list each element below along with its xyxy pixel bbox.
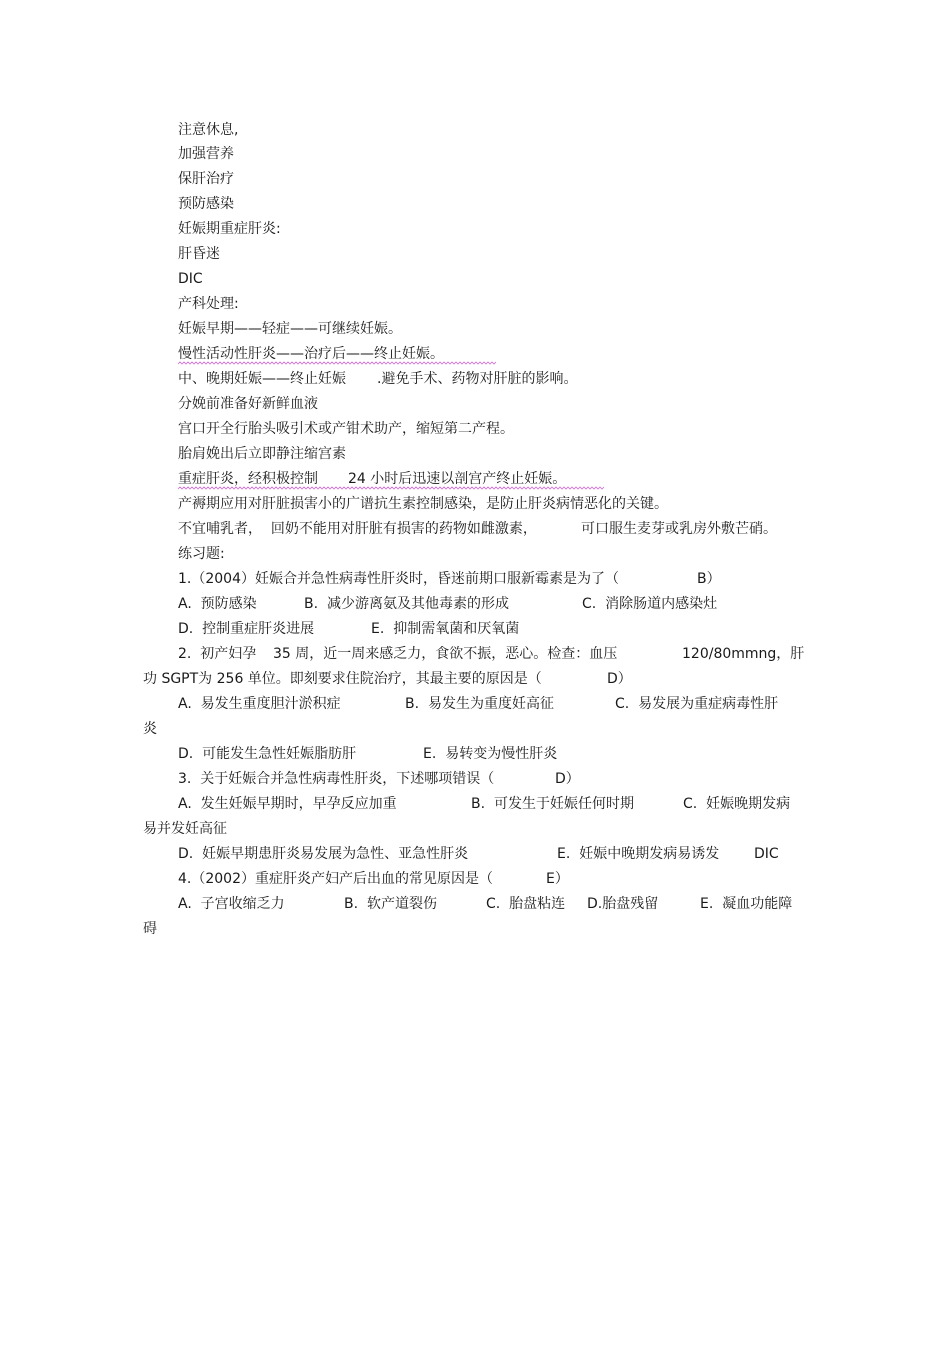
- question-stem: 1.（2004）妊娠合并急性病毒性肝炎时，昏迷前期口服新霉素是为了（: [178, 571, 619, 587]
- text-line: 宫口开全行胎头吸引术或产钳术助产，缩短第二产程。: [178, 421, 514, 437]
- text-line: 妊娠早期——轻症——可继续妊娠。: [178, 321, 402, 337]
- option-b: B. 易发生为重度妊高征: [405, 696, 554, 712]
- question-answer: D）: [555, 771, 580, 787]
- option-a: A. 易发生重度胆汁淤积症: [178, 696, 341, 712]
- text-line: 预防感染: [178, 196, 234, 212]
- question-answer: B）: [697, 571, 721, 587]
- question-stem: 4.（2002）重症肝炎产妇产后出血的常见原因是（: [178, 871, 493, 887]
- option-c: C. 易发展为重症病毒性肝: [615, 696, 779, 712]
- option-e: E. 妊娠中晚期发病易诱发: [557, 846, 720, 862]
- option-b: B. 软产道裂伤: [344, 896, 437, 912]
- text-line: 可口服生麦芽或乳房外敷芒硝。: [581, 521, 777, 537]
- section-heading: 妊娠期重症肝炎:: [178, 221, 281, 237]
- text-line: .避免手术、药物对肝脏的影响。: [377, 371, 578, 387]
- option-d: D. 妊娠早期患肝炎易发展为急性、亚急性肝炎: [178, 846, 469, 862]
- option-a: A. 子宫收缩乏力: [178, 896, 285, 912]
- section-heading: 练习题:: [178, 546, 225, 562]
- text-line: 24 小时后迅速以剖宫产终止妊娠。: [348, 471, 567, 487]
- question-stem: 35 周，近一周来感乏力，食欲不振，恶心。检查：血压: [273, 646, 618, 662]
- option-e-continued: 碍: [143, 921, 157, 937]
- option-d: D. 可能发生急性妊娠脂肪肝: [178, 746, 357, 762]
- text-line: 中、晚期妊娠——终止妊娠: [178, 371, 346, 387]
- option-e: E. 凝血功能障: [700, 896, 793, 912]
- option-e: E. 抑制需氧菌和厌氧菌: [371, 621, 520, 637]
- option-c: C. 消除肠道内感染灶: [582, 596, 718, 612]
- text-line: 注意休息,: [178, 122, 239, 138]
- option-d: D. 控制重症肝炎进展: [178, 621, 315, 637]
- option-b: B. 减少游离氨及其他毒素的形成: [304, 596, 509, 612]
- option-d: D.胎盘残留: [587, 896, 659, 912]
- question-stem: 3. 关于妊娠合并急性病毒性肝炎，下述哪项错误（: [178, 771, 495, 787]
- question-answer: E）: [546, 871, 569, 887]
- section-heading: 产科处理:: [178, 296, 239, 312]
- question-stem: 2. 初产妇孕: [178, 646, 257, 662]
- option-e: E. 易转变为慢性肝炎: [423, 746, 558, 762]
- spellcheck-underline: [178, 486, 604, 490]
- spellcheck-underline: [178, 361, 496, 365]
- question-stem: 120/80mmng，肝: [682, 646, 805, 662]
- text-line: 加强营养: [178, 146, 234, 162]
- text-line: 肝昏迷: [178, 246, 220, 262]
- text-line: 慢性活动性肝炎——治疗后——终止妊娠。: [178, 346, 444, 362]
- option-a: A. 预防感染: [178, 596, 257, 612]
- text-line: DIC: [178, 271, 203, 287]
- question-stem: 功 SGPT为 256 单位。即刻要求住院治疗，其最主要的原因是（: [143, 671, 542, 687]
- text-line: 产褥期应用对肝脏损害小的广谱抗生素控制感染，是防止肝炎病情恶化的关键。: [178, 496, 668, 512]
- question-answer: D）: [607, 671, 632, 687]
- option-c: C. 妊娠晚期发病: [683, 796, 791, 812]
- option-c-continued: 炎: [143, 721, 157, 737]
- text-line: 保肝治疗: [178, 171, 234, 187]
- text-line: 胎肩娩出后立即静注缩宫素: [178, 446, 346, 462]
- option-e-tail: DIC: [754, 846, 779, 862]
- text-line: 不宜哺乳者， 回奶不能用对肝脏有损害的药物如雌激素，: [178, 521, 537, 537]
- option-c-continued: 易并发妊高征: [143, 821, 227, 837]
- option-a: A. 发生妊娠早期时，早孕反应加重: [178, 796, 397, 812]
- option-b: B. 可发生于妊娠任何时期: [471, 796, 634, 812]
- option-c: C. 胎盘粘连: [486, 896, 566, 912]
- text-line: 分娩前准备好新鲜血液: [178, 396, 318, 412]
- text-line: 重症肝炎，经积极控制: [178, 471, 318, 487]
